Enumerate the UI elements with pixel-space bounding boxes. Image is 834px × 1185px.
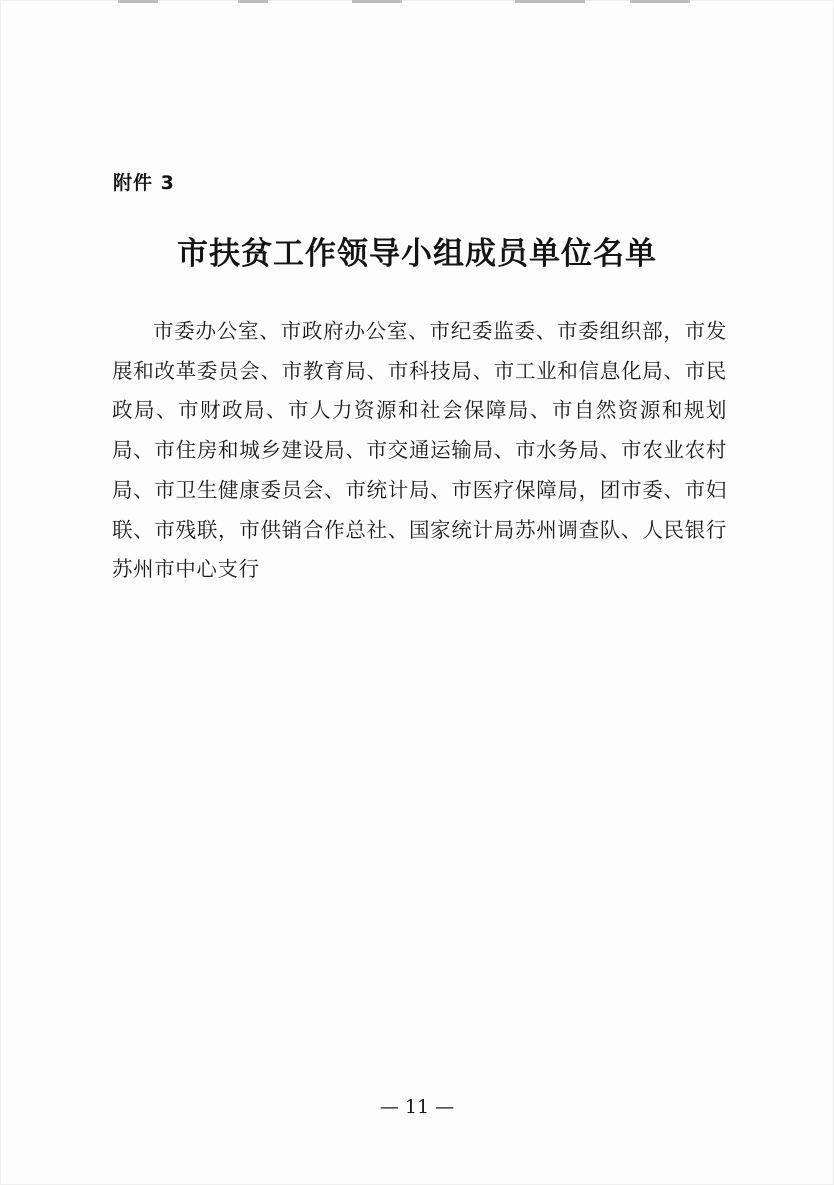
page-title: 市扶贫工作领导小组成员单位名单: [177, 236, 657, 272]
attachment-label: 附件 3: [113, 172, 175, 194]
member-units-paragraph: 市委办公室、市政府办公室、市纪委监委、市委组织部，市发展和改革委员会、市教育局、市科技局、市工业和信息化局、市民政局、市财政局、市人力资源和社会保障局、市自然资源和规划局、市住房和城乡建设局、市交通运输局、市水务局、市农业农村局、市卫生健康委员会、市统计局、市医疗保障局，团市委、市妇联、市残联，市供销合作总社、国家统计局苏州调查队、人民银行苏州市中心支行: [112, 319, 727, 582]
scan-edge-marks: [0, 0, 834, 6]
page-number: — 11 —: [379, 1096, 455, 1118]
